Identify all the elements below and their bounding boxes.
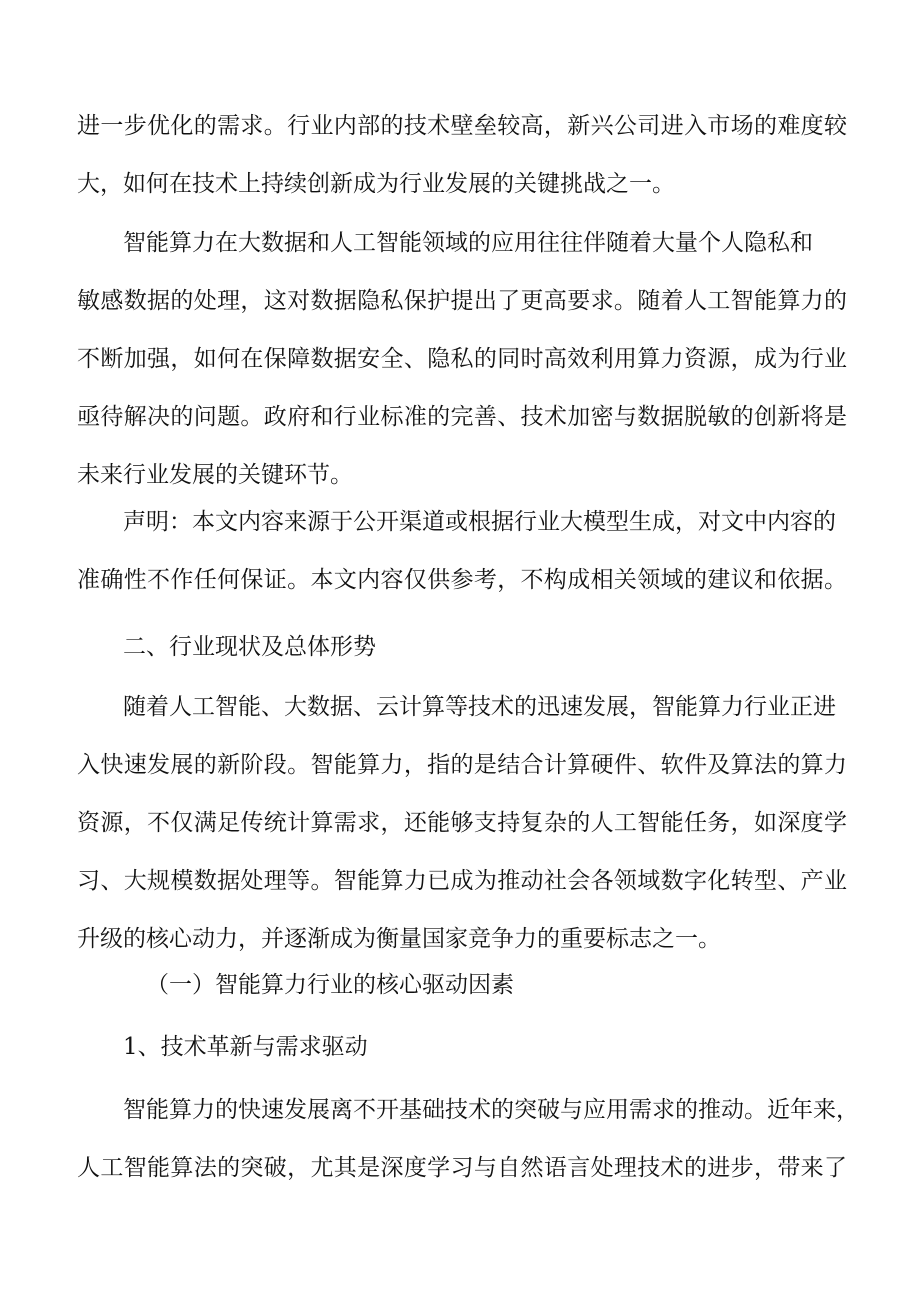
section-title: 二、行业现状及总体形势 (123, 634, 376, 660)
paragraph-privacy (77, 226, 847, 492)
item-paragraph (77, 1093, 859, 1185)
paragraph-line: 不断加强，如何在保障数据安全、隐私的同时高效利用算力资源，成为行业 (77, 346, 847, 372)
item-title: 1、技术革新与需求驱动 (123, 1034, 368, 1060)
paragraph-line: 进一步优化的需求。行业内部的技术壁垒较高，新兴公司进入市场的难度较 (77, 113, 847, 139)
paragraph-line: 升级的核心动力，并逐渐成为衡量国家竞争力的重要标志之一。 (77, 926, 721, 952)
paragraph-line: 准确性不作任何保证。本文内容仅供参考，不构成相关领域的建议和依据。 (77, 567, 847, 593)
section-paragraph (77, 690, 847, 956)
paragraph-line: 入快速发展的新阶段。智能算力，指的是结合计算硬件、软件及算法的算力 (77, 752, 847, 778)
paragraph-line: 资源，不仅满足传统计算需求，还能够支持复杂的人工智能任务，如深度学 (77, 810, 847, 836)
item-heading (77, 1030, 847, 1064)
subsection-heading (77, 968, 847, 1002)
paragraph-line: 未来行业发展的关键环节。 (77, 462, 353, 488)
paragraph-continuation (77, 109, 847, 201)
paragraph-line: 敏感数据的处理，这对数据隐私保护提出了更高要求。随着人工智能算力的 (77, 288, 847, 314)
subsection-title: （一）智能算力行业的核心驱动因素 (146, 972, 514, 998)
paragraph-line: 亟待解决的问题。政府和行业标准的完善、技术加密与数据脱敏的创新将是 (77, 404, 847, 430)
paragraph-line: 声明：本文内容来源于公开渠道或根据行业大模型生成，对文中内容的 (123, 509, 836, 535)
paragraph-line: 智能算力的快速发展离不开基础技术的突破与应用需求的推动。近年来， (123, 1097, 859, 1123)
disclaimer-paragraph (77, 505, 847, 597)
section-heading (77, 630, 847, 664)
paragraph-line: 习、大规模数据处理等。智能算力已成为推动社会各领域数字化转型、产业 (77, 868, 847, 894)
paragraph-line: 人工智能算法的突破，尤其是深度学习与自然语言处理技术的进步，带来了 (77, 1155, 847, 1181)
paragraph-line: 随着人工智能、大数据、云计算等技术的迅速发展，智能算力行业正进 (123, 694, 836, 720)
paragraph-line: 智能算力在大数据和人工智能领域的应用往往伴随着大量个人隐私和 (123, 230, 813, 256)
paragraph-line: 大，如何在技术上持续创新成为行业发展的关键挑战之一。 (77, 171, 675, 197)
